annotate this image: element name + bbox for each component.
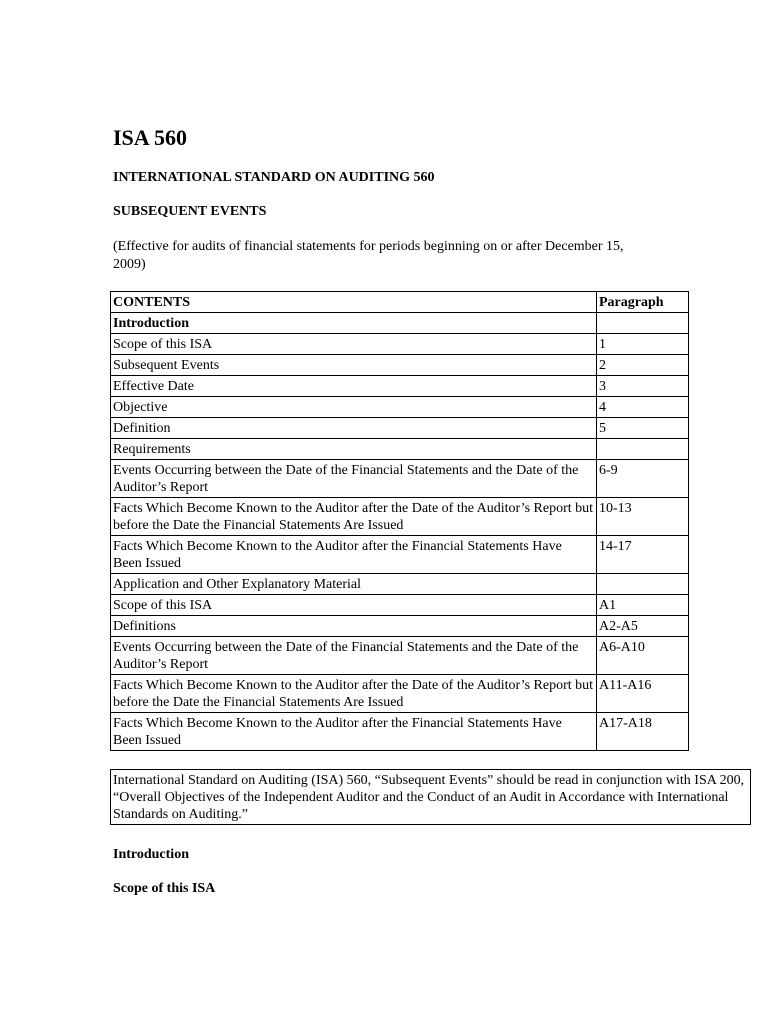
contents-header-label: CONTENTS	[111, 292, 597, 313]
contents-row-paragraph: 10-13	[597, 498, 689, 536]
contents-row-label: Scope of this ISA	[111, 334, 597, 355]
table-row	[111, 313, 689, 334]
table-row	[111, 334, 689, 355]
document-subtitle: INTERNATIONAL STANDARD ON AUDITING 560	[113, 170, 435, 185]
contents-row-label: Facts Which Become Known to the Auditor after the Date of the Auditor’s Report but before the Date the Financial Statements Are Issued	[111, 498, 597, 536]
contents-row-paragraph: 2	[597, 355, 689, 376]
table-row	[111, 355, 689, 376]
contents-row-label: Application and Other Explanatory Material	[111, 574, 597, 595]
contents-row-label: Requirements	[111, 439, 597, 460]
contents-header-row	[111, 292, 689, 313]
contents-row-paragraph: A6-A10	[597, 637, 689, 675]
table-row	[111, 498, 689, 536]
contents-row-paragraph: A11-A16	[597, 675, 689, 713]
table-row	[111, 574, 689, 595]
contents-row-paragraph: A17-A18	[597, 713, 689, 751]
contents-row-paragraph	[597, 574, 689, 595]
table-row	[111, 439, 689, 460]
contents-row-paragraph: 5	[597, 418, 689, 439]
contents-row-paragraph: 3	[597, 376, 689, 397]
conjunction-note-box: International Standard on Auditing (ISA) 560, “Subsequent Events” should be read in conjunction with ISA 200, “Overall Objectives of the Independent Auditor and the Conduct of an Audit in Accordance with International Standards on Auditing.”	[110, 769, 751, 825]
contents-row-label: Facts Which Become Known to the Auditor after the Financial Statements Have Been Issued	[111, 713, 597, 751]
contents-row-paragraph	[597, 439, 689, 460]
table-row	[111, 616, 689, 637]
contents-row-label: Definition	[111, 418, 597, 439]
contents-table	[110, 291, 689, 751]
table-row	[111, 675, 689, 713]
contents-header-paragraph: Paragraph	[597, 292, 689, 313]
contents-row-label: Events Occurring between the Date of the Financial Statements and the Date of the Auditor’s Report	[111, 460, 597, 498]
document-title: ISA 560	[113, 125, 187, 150]
contents-row-paragraph	[597, 313, 689, 334]
contents-row-paragraph: A1	[597, 595, 689, 616]
contents-row-label: Subsequent Events	[111, 355, 597, 376]
contents-row-label: Facts Which Become Known to the Auditor after the Date of the Auditor’s Report but before the Date the Financial Statements Are Issued	[111, 675, 597, 713]
contents-row-label: Objective	[111, 397, 597, 418]
contents-row-label: Events Occurring between the Date of the Financial Statements and the Date of the Auditor’s Report	[111, 637, 597, 675]
table-row	[111, 397, 689, 418]
contents-row-paragraph: 14-17	[597, 536, 689, 574]
table-row	[111, 713, 689, 751]
effective-date-note: (Effective for audits of financial statements for periods beginning on or after December 15, 2009)	[113, 239, 624, 272]
contents-row-label: Introduction	[111, 313, 597, 334]
contents-row-label: Scope of this ISA	[111, 595, 597, 616]
table-row	[111, 460, 689, 498]
table-row	[111, 637, 689, 675]
table-row	[111, 536, 689, 574]
document-section-title: SUBSEQUENT EVENTS	[113, 204, 267, 219]
contents-row-label: Definitions	[111, 616, 597, 637]
contents-row-paragraph: 6-9	[597, 460, 689, 498]
table-row	[111, 595, 689, 616]
contents-row-paragraph: 4	[597, 397, 689, 418]
table-row	[111, 376, 689, 397]
table-row	[111, 418, 689, 439]
contents-row-paragraph: 1	[597, 334, 689, 355]
contents-row-label: Effective Date	[111, 376, 597, 397]
contents-row-label: Facts Which Become Known to the Auditor after the Financial Statements Have Been Issued	[111, 536, 597, 574]
scope-heading: Scope of this ISA	[113, 881, 216, 896]
introduction-heading: Introduction	[113, 847, 189, 862]
contents-row-paragraph: A2-A5	[597, 616, 689, 637]
